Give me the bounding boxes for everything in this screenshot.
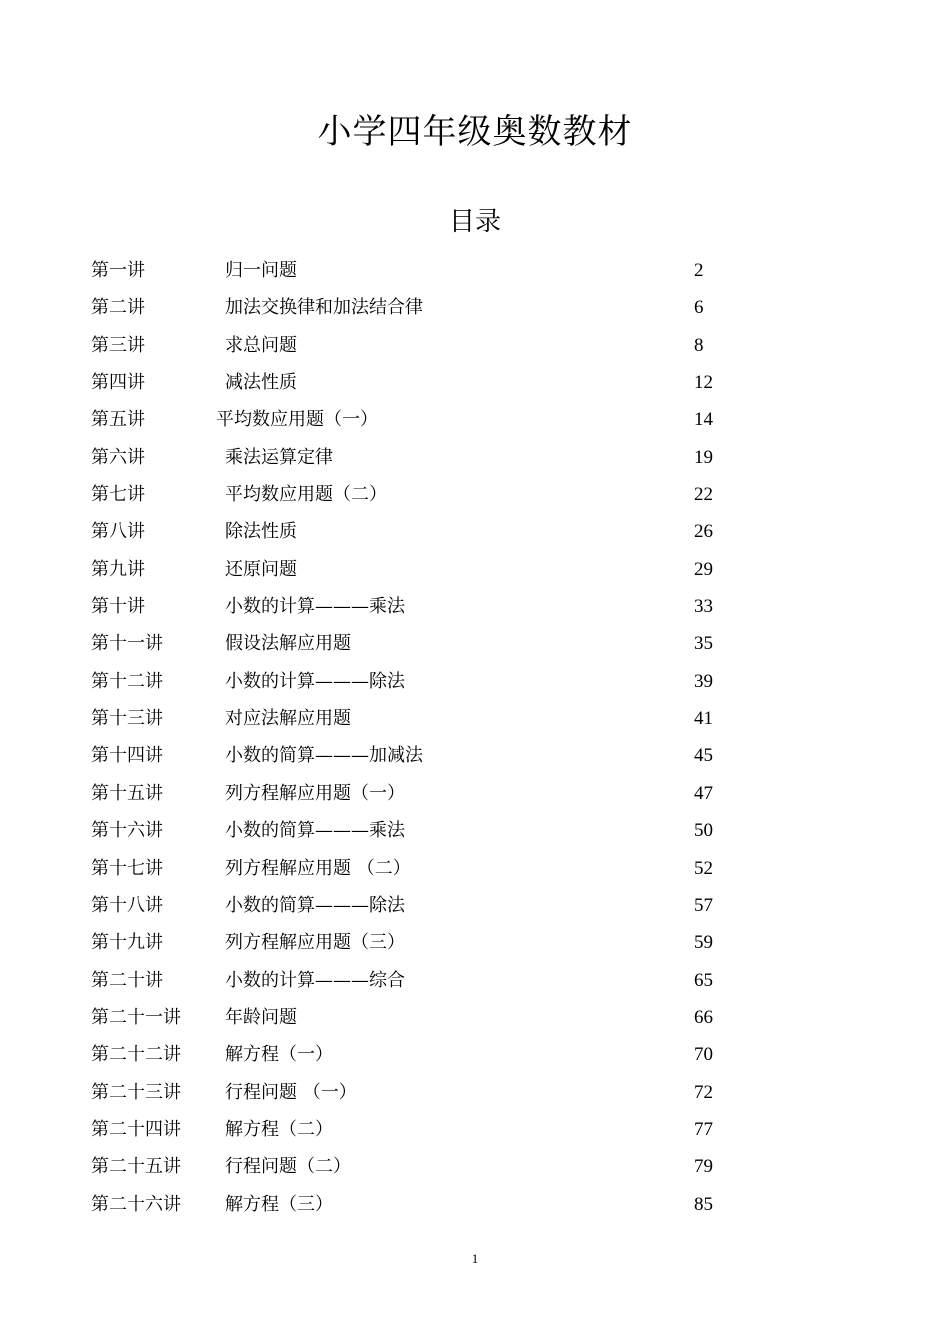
- toc-topic-title: 小数的计算———乘法: [225, 596, 405, 618]
- toc-lecture-label: 第二十四讲: [91, 1118, 181, 1140]
- toc-page-number: 57: [694, 894, 713, 916]
- toc-lecture-label: 第二十二讲: [91, 1044, 181, 1066]
- toc-heading: 目录: [448, 207, 501, 237]
- toc-topic-title: 小数的计算———综合: [225, 969, 405, 991]
- toc-entry[interactable]: [0, 1186, 950, 1223]
- toc-lecture-label: 第九讲: [91, 558, 145, 580]
- toc-topic-title: 求总问题: [225, 334, 297, 356]
- toc-page-number: 12: [694, 372, 713, 394]
- toc-topic-title: 列方程解应用题 （二）: [225, 857, 411, 879]
- toc-lecture-label: 第二十五讲: [91, 1156, 181, 1178]
- toc-lecture-label: 第四讲: [91, 372, 145, 394]
- toc-entry[interactable]: [0, 588, 950, 625]
- toc-topic-title: 平均数应用题（一）: [216, 409, 378, 431]
- toc-topic-title: 对应法解应用题: [225, 708, 351, 730]
- toc-page-number: 19: [694, 446, 713, 468]
- toc-lecture-label: 第十五讲: [91, 782, 163, 804]
- toc-entry[interactable]: [0, 625, 950, 662]
- toc-entry[interactable]: [0, 737, 950, 774]
- toc-page-number: 50: [694, 820, 713, 842]
- page-number: 1: [471, 1251, 479, 1266]
- toc-topic-title: 小数的简算———乘法: [225, 820, 405, 842]
- toc-page-number: 66: [694, 1006, 713, 1028]
- toc-page-number: 35: [694, 633, 713, 655]
- toc-lecture-label: 第六讲: [91, 446, 145, 468]
- toc-lecture-label: 第七讲: [91, 484, 145, 506]
- toc-topic-title: 行程问题（二）: [225, 1156, 351, 1178]
- toc-page-number: 77: [694, 1118, 713, 1140]
- toc-topic-title: 小数的简算———加减法: [225, 745, 423, 767]
- toc-lecture-label: 第五讲: [91, 409, 145, 431]
- toc-entry[interactable]: [0, 513, 950, 550]
- toc-lecture-label: 第十七讲: [91, 857, 163, 879]
- toc-page-number: 85: [694, 1193, 713, 1215]
- toc-entry[interactable]: [0, 812, 950, 849]
- toc-entry[interactable]: [0, 1148, 950, 1185]
- toc-page-number: 41: [694, 708, 713, 730]
- toc-entry[interactable]: [0, 775, 950, 812]
- toc-lecture-label: 第十八讲: [91, 894, 163, 916]
- toc-page-number: 8: [694, 334, 704, 356]
- toc-entry[interactable]: [0, 439, 950, 476]
- toc-page-number: 14: [694, 409, 713, 431]
- toc-page-number: 79: [694, 1156, 713, 1178]
- toc-entry[interactable]: [0, 850, 950, 887]
- toc-topic-title: 列方程解应用题（三）: [225, 932, 405, 954]
- toc-lecture-label: 第二讲: [91, 297, 145, 319]
- toc-lecture-label: 第十六讲: [91, 820, 163, 842]
- toc-topic-title: 解方程（一）: [225, 1044, 333, 1066]
- toc-page-number: 70: [694, 1044, 713, 1066]
- toc-topic-title: 小数的计算———除法: [225, 670, 405, 692]
- toc-topic-title: 小数的简算———除法: [225, 894, 405, 916]
- toc-entry[interactable]: [0, 1036, 950, 1073]
- toc-lecture-label: 第十二讲: [91, 670, 163, 692]
- toc-page-number: 39: [694, 670, 713, 692]
- toc-lecture-label: 第十三讲: [91, 708, 163, 730]
- toc-page-number: 47: [694, 782, 713, 804]
- toc-page-number: 65: [694, 969, 713, 991]
- toc-topic-title: 加法交换律和加法结合律: [225, 297, 423, 319]
- toc-lecture-label: 第十九讲: [91, 932, 163, 954]
- toc-topic-title: 归一问题: [225, 260, 297, 281]
- toc-page-number: 26: [694, 521, 713, 543]
- toc-entry[interactable]: [0, 700, 950, 737]
- toc-entry[interactable]: [0, 924, 950, 961]
- toc-entry[interactable]: [0, 252, 950, 289]
- toc-topic-title: 年龄问题: [225, 1006, 297, 1028]
- toc-topic-title: 行程问题 （一）: [225, 1081, 357, 1103]
- toc-page-number: 59: [694, 932, 713, 954]
- document-title: 小学四年级奥数教材: [317, 112, 633, 152]
- toc-entry[interactable]: [0, 1111, 950, 1148]
- toc-topic-title: 还原问题: [225, 558, 297, 580]
- toc-topic-title: 平均数应用题（二）: [225, 484, 387, 506]
- toc-topic-title: 解方程（二）: [225, 1118, 333, 1140]
- toc-entry[interactable]: [0, 962, 950, 999]
- toc-topic-title: 乘法运算定律: [225, 446, 333, 468]
- toc-page-number: 45: [694, 745, 713, 767]
- toc-entry[interactable]: [0, 887, 950, 924]
- table-of-contents: [0, 252, 950, 1223]
- toc-topic-title: 假设法解应用题: [225, 633, 351, 655]
- toc-lecture-label: 第三讲: [91, 334, 145, 356]
- toc-entry[interactable]: [0, 551, 950, 588]
- toc-page-number: 22: [694, 484, 713, 506]
- toc-entry[interactable]: [0, 999, 950, 1036]
- toc-entry[interactable]: [0, 289, 950, 326]
- toc-entry[interactable]: [0, 663, 950, 700]
- toc-lecture-label: 第十一讲: [91, 633, 163, 655]
- toc-page-number: 2: [694, 260, 704, 281]
- toc-lecture-label: 第二十六讲: [91, 1193, 181, 1215]
- toc-entry[interactable]: [0, 401, 950, 438]
- toc-page-number: 33: [694, 596, 713, 618]
- toc-page-number: 6: [694, 297, 704, 319]
- toc-lecture-label: 第二十一讲: [91, 1006, 181, 1028]
- toc-entry[interactable]: [0, 1074, 950, 1111]
- toc-lecture-label: 第二十三讲: [91, 1081, 181, 1103]
- toc-entry[interactable]: [0, 476, 950, 513]
- toc-lecture-label: 第八讲: [91, 521, 145, 543]
- toc-entry[interactable]: [0, 364, 950, 401]
- toc-topic-title: 减法性质: [225, 372, 297, 394]
- toc-page-number: 72: [694, 1081, 713, 1103]
- toc-page-number: 52: [694, 857, 713, 879]
- toc-entry[interactable]: [0, 327, 950, 364]
- toc-lecture-label: 第一讲: [91, 260, 145, 281]
- toc-lecture-label: 第十讲: [91, 596, 145, 618]
- toc-topic-title: 列方程解应用题（一）: [225, 782, 405, 804]
- toc-lecture-label: 第二十讲: [91, 969, 163, 991]
- toc-page-number: 29: [694, 558, 713, 580]
- toc-topic-title: 除法性质: [225, 521, 297, 543]
- toc-topic-title: 解方程（三）: [225, 1193, 333, 1215]
- toc-lecture-label: 第十四讲: [91, 745, 163, 767]
